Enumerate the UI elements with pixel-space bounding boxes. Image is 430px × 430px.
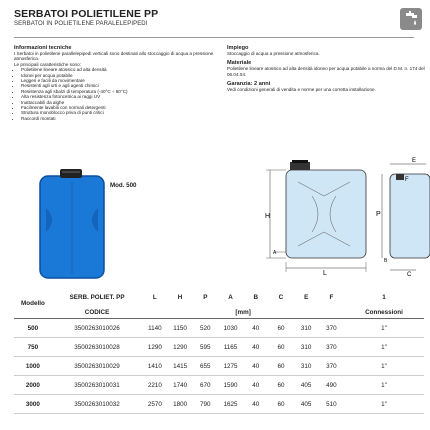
col-mm: [mm] — [142, 306, 344, 319]
cell-conn: 1" — [344, 357, 424, 376]
cell-code: 3500263010032 — [52, 395, 142, 414]
cell-c: 60 — [268, 319, 293, 338]
dim-label-b: B — [384, 258, 388, 264]
cell-c: 60 — [268, 338, 293, 357]
table-row — [14, 395, 424, 414]
col-e: E — [304, 293, 309, 301]
col-connessioni: Connessioni — [344, 306, 424, 319]
cell-f: 370 — [319, 338, 344, 357]
col-l: L — [152, 293, 157, 301]
feature-item: • Resistenti agli urti e agli agenti chimici — [21, 83, 214, 88]
garanzia-text: Vedi condizioni generali di vendita e norme per una corretta installazione. — [227, 87, 376, 93]
cell-h: 1740 — [167, 376, 192, 395]
cell-a: 1275 — [218, 357, 243, 376]
cell-code: 3500263010026 — [52, 319, 142, 338]
cell-conn: 1" — [344, 319, 424, 338]
cell-h: 1800 — [167, 395, 192, 414]
table-row — [14, 319, 424, 338]
cell-model: 1000 — [14, 357, 52, 376]
cell-code: 3500263010028 — [52, 338, 142, 357]
table-row — [14, 376, 424, 395]
cell-b: 40 — [243, 376, 268, 395]
cell-l: 2570 — [142, 395, 167, 414]
usage-info — [227, 45, 427, 93]
feature-item: • Facilmente lavabili con normali detergenti — [21, 105, 214, 110]
technical-info-heading: Informazioni tecniche — [14, 45, 72, 51]
cell-b: 40 — [243, 395, 268, 414]
dim-label-p: P — [376, 211, 381, 218]
tank-technical-drawing — [256, 150, 430, 278]
cell-conn: 1" — [344, 376, 424, 395]
dim-label-c: C — [407, 272, 412, 278]
cell-model: 500 — [14, 319, 52, 338]
dim-label-e: E — [412, 158, 417, 164]
cell-h: 1290 — [167, 338, 192, 357]
cell-h: 1150 — [167, 319, 192, 338]
col-modello: Modello — [14, 288, 52, 319]
cell-l: 1290 — [142, 338, 167, 357]
cell-f: 370 — [319, 357, 344, 376]
cell-b: 40 — [243, 338, 268, 357]
materiale-heading: Materiale — [227, 60, 252, 67]
cell-p: 655 — [193, 357, 218, 376]
cell-model: 750 — [14, 338, 52, 357]
cell-b: 40 — [243, 319, 268, 338]
impiego-text: Stoccaggio di acqua a pressione atmosferica. — [227, 51, 320, 56]
feature-item: • Raccordi montati — [21, 116, 214, 121]
dim-label-a: A — [273, 250, 277, 256]
cell-conn: 1" — [344, 338, 424, 357]
cell-e: 310 — [294, 338, 319, 357]
product-model-label: Mod. 500 — [110, 182, 137, 189]
cell-code: 3500263010031 — [52, 376, 142, 395]
col-p: P — [203, 293, 208, 301]
col-serb: SERB. POLIET. PP — [69, 293, 125, 301]
dim-label-l: L — [323, 270, 327, 277]
col-codice: CODICE — [52, 306, 142, 319]
cell-f: 370 — [319, 319, 344, 338]
feature-item: • Struttura monoblocco priva di punti critici — [21, 110, 214, 115]
cell-a: 1625 — [218, 395, 243, 414]
feature-item: • Resistenza agli sbalzi di temperatura (-40°C ÷ 60°C) — [21, 89, 214, 94]
impiego-heading: Impiego — [227, 45, 249, 51]
specs-table — [14, 288, 424, 414]
cell-e: 310 — [294, 319, 319, 338]
col-f: F — [329, 293, 334, 301]
cell-p: 595 — [193, 338, 218, 357]
col-a: A — [228, 293, 233, 301]
col-c: C — [278, 293, 284, 301]
dim-label-f: F — [405, 177, 409, 183]
cell-model: 3000 — [14, 395, 52, 414]
dim-label-h: H — [265, 213, 271, 220]
feature-item: • Idonei per acqua potabile — [21, 73, 214, 78]
feature-item: • Leggeri e facili da movimentare — [21, 78, 214, 83]
cell-c: 60 — [268, 376, 293, 395]
cell-model: 2000 — [14, 376, 52, 395]
feature-item: • Alta resistenza fotoncetrica ai raggi UV — [21, 94, 214, 99]
technical-info — [14, 45, 214, 121]
cell-h: 1415 — [167, 357, 192, 376]
water-tap-icon — [400, 8, 422, 30]
garanzia-heading: Garanzia: 2 anni — [227, 81, 271, 88]
col-h: H — [177, 293, 183, 301]
cell-e: 310 — [294, 357, 319, 376]
cell-a: 1590 — [218, 376, 243, 395]
technical-info-intro: I Serbatoi in polietilene parallelepipedi verticali sono destinati allo stoccaggio di acqua a pressione atmosferica. — [14, 51, 214, 62]
header-divider — [14, 37, 414, 38]
cell-l: 1140 — [142, 319, 167, 338]
features-label: Le principali caratteristiche sono: — [14, 61, 81, 67]
cell-p: 790 — [193, 395, 218, 414]
features-list — [14, 67, 214, 121]
tank-product-image — [38, 168, 108, 280]
table-row — [14, 338, 424, 357]
cell-a: 1030 — [218, 319, 243, 338]
cell-conn: 1" — [344, 395, 424, 414]
cell-b: 40 — [243, 357, 268, 376]
cell-a: 1165 — [218, 338, 243, 357]
page-subtitle: SERBATOI IN POLIETILENE PARALELEPIPEDI — [14, 21, 148, 27]
cell-e: 405 — [294, 376, 319, 395]
cell-code: 3500263010029 — [52, 357, 142, 376]
cell-e: 405 — [294, 395, 319, 414]
col-conn-num: 1 — [382, 293, 386, 301]
cell-l: 2210 — [142, 376, 167, 395]
feature-item: • Inattaccabili da alghe — [21, 100, 214, 105]
cell-l: 1410 — [142, 357, 167, 376]
materiale-text: Polietilene lineare atossico ad alta densità idoneo per acqua potabile a norma del D.M. n. 174 del 06.04.04. — [227, 66, 425, 77]
page-title: SERBATOI POLIETILENE PP — [14, 8, 159, 20]
cell-c: 60 — [268, 395, 293, 414]
cell-f: 510 — [319, 395, 344, 414]
cell-f: 490 — [319, 376, 344, 395]
table-row — [14, 357, 424, 376]
cell-c: 60 — [268, 357, 293, 376]
cell-p: 670 — [193, 376, 218, 395]
col-b: B — [253, 293, 259, 301]
cell-p: 520 — [193, 319, 218, 338]
feature-item: • Polietilene lineare atossico ad alta densità — [21, 67, 214, 72]
